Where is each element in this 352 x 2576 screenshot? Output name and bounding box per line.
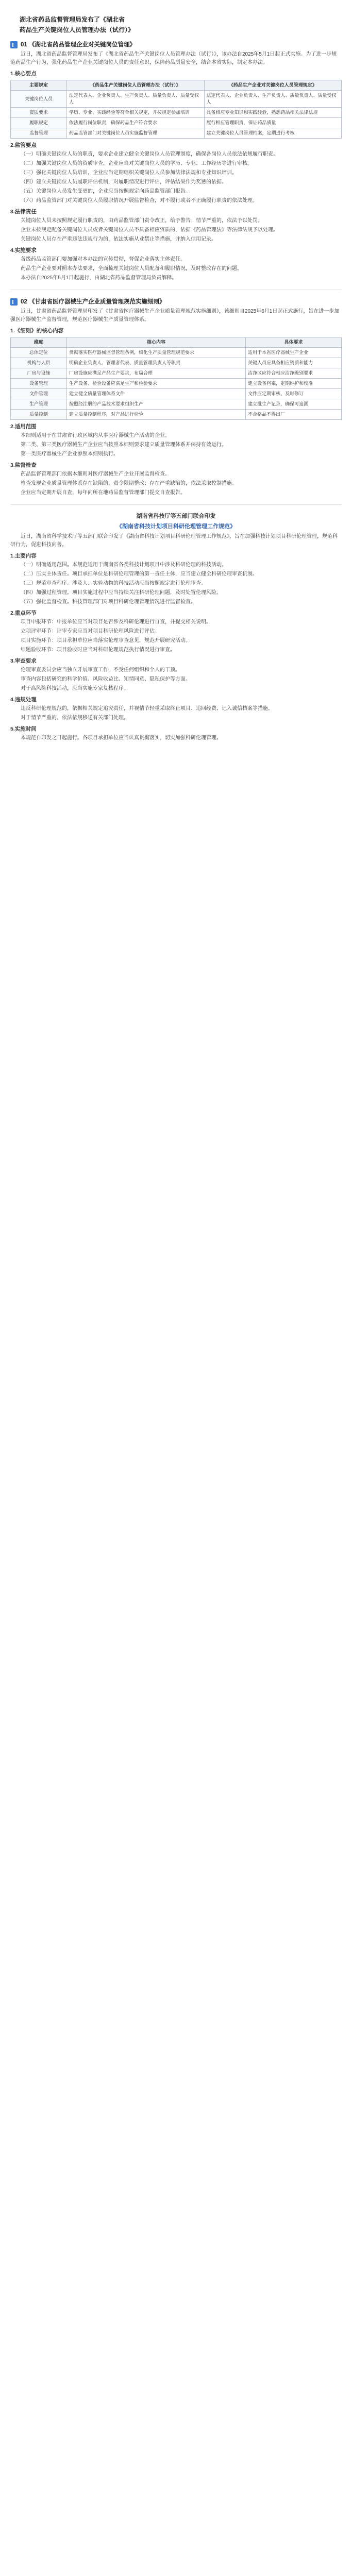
section-2-sub3: 3.监督检查 xyxy=(10,462,37,468)
paragraph: 检查发现企业质量管理体系存在缺陷的，责令限期整改；存在严重缺陷的，依法采取控制措施。 xyxy=(21,481,237,486)
section-1-paras-2 xyxy=(10,217,342,244)
paragraph: （五）强化监督检查。科技管理部门对项目科研伦理管理情况进行监督检查。 xyxy=(21,599,196,605)
table-header-cell: 具体要求 xyxy=(246,337,342,348)
table-cell: 法定代表人、企业负责人、生产负责人、质量负责人、质量受权人 xyxy=(67,91,205,108)
paragraph: 对于情节严重的，依法依规移送有关部门处理。 xyxy=(21,715,129,721)
section-2-title: 02 《甘肃省医疗器械生产企业质量管理规范实施细则》 xyxy=(21,299,165,305)
paragraph: 审查内容包括研究的科学价值、风险收益比、知情同意、隐私保护等方面。 xyxy=(21,676,191,682)
table-header-cell: 核心内容 xyxy=(67,337,246,348)
table-cell: 适用于本省医疗器械生产企业 xyxy=(246,348,342,358)
paragraph: （一）明确关键岗位人员的职责，要求企业建立健全关键岗位人员管理制度，确保各岗位人员依法依规履行职责。 xyxy=(21,151,278,157)
table-cell: 按照经注册的产品技术要求组织生产 xyxy=(67,399,246,410)
section-3-sub5: 5.实施时间 xyxy=(10,726,37,732)
table-cell: 不合格品不得出厂 xyxy=(246,410,342,420)
table-cell: 厂房设施应满足产品生产要求，布局合理 xyxy=(67,368,246,379)
section-2-sub1: 1.《细则》的核心内容 xyxy=(10,328,64,334)
section-1-sub2: 2.监管要点 xyxy=(10,142,37,148)
section-3-title-1: 湖南省科技厅等五部门联合印发 xyxy=(136,513,216,519)
table-row xyxy=(11,389,342,399)
table-row xyxy=(11,80,342,91)
section-3-sub1: 1.主要内容 xyxy=(10,553,37,559)
section-2-table xyxy=(10,337,342,420)
table-cell: 监督管理 xyxy=(11,128,67,139)
table-cell: 学历、专业、实践经验等符合相关规定，并按规定参加培训 xyxy=(67,108,205,118)
paragraph: 药品生产企业要对照本办法要求，全面梳理关键岗位人员配备和履职情况，及时整改存在的问题。 xyxy=(21,266,242,272)
table-row xyxy=(11,368,342,379)
table-cell: 建立批生产记录，确保可追溯 xyxy=(246,399,342,410)
section-3-paras-3 xyxy=(10,666,342,693)
section-3-intro: 近日，湖南省科学技术厅等五部门联合印发了《湖南省科技计划项目科研伦理管理工作规范》，旨在加强科技计划项目科研伦理管理，规范科研行为，促进科技向善。 xyxy=(10,534,338,548)
table-cell: 洁净区应符合相应洁净级别要求 xyxy=(246,368,342,379)
table-cell: 关键岗位人员 xyxy=(11,91,67,108)
section-1-sub4: 4.实施要求 xyxy=(10,247,37,253)
section-1-sub1: 1.核心要点 xyxy=(10,71,37,77)
table-row xyxy=(11,399,342,410)
paragraph: 项目实施环节：项目承担单位应当落实伦理审查意见，规范开展研究活动。 xyxy=(21,638,191,643)
table-cell: 厂房与设施 xyxy=(11,368,67,379)
paragraph: （一）明确适用范围。本规范适用于湖南省各类科技计划项目中涉及科研伦理的科技活动。 xyxy=(21,562,227,568)
paragraph: 关键岗位人员未按照规定履行职责的，由药品监管部门责令改正，给予警告；情节严重的，依法予以处罚。 xyxy=(21,218,263,224)
paragraph: 违反科研伦理规范的，依据相关规定追究责任，并视情节轻重采取终止项目、追回经费、记入诚信档案等措施。 xyxy=(21,706,273,711)
paragraph: 第二类、第三类医疗器械生产企业应当按照本细则要求建立质量管理体系并保持有效运行。 xyxy=(21,442,227,448)
table-cell: 总体定位 xyxy=(11,348,67,358)
section-2 xyxy=(10,297,342,497)
section-3 xyxy=(10,512,342,742)
table-cell: 具备相应专业知识和实践经验，熟悉药品相关法律法规 xyxy=(204,108,341,118)
paragraph: （二）加强关键岗位人员的资质审查，企业应当对关键岗位人员的学历、专业、工作经历等进行审核。 xyxy=(21,161,253,166)
section-1-sub3: 3.法律责任 xyxy=(10,209,37,215)
table-cell: 法定代表人、企业负责人、生产负责人、质量负责人、质量受权人 xyxy=(204,91,341,108)
table-cell: 设备管理 xyxy=(11,379,67,389)
paragraph: 第一类医疗器械生产企业参照本细则执行。 xyxy=(21,451,119,457)
section-2-sub2: 2.适用范围 xyxy=(10,423,37,430)
paragraph: 各级药品监管部门要加强对本办法的宣传贯彻，督促企业落实主体责任。 xyxy=(21,257,186,262)
section-3-paras-5 xyxy=(10,734,342,742)
section-2-intro: 近日，甘肃省药品监督管理局印发了《甘肃省医疗器械生产企业质量管理规范实施细则》，该细则自2025年6月1日起正式施行，旨在进一步加强医疗器械生产监督管理，规范医疗器械生产质量管理体系。 xyxy=(10,309,340,323)
table-row xyxy=(11,358,342,368)
table-cell: 明确企业负责人、管理者代表、质量管理负责人等职责 xyxy=(67,358,246,368)
table-header-cell: 《药品生产企业对关键岗位人员管理规定》 xyxy=(204,80,341,91)
table-header-cell: 主要规定 xyxy=(11,80,67,91)
section-1-heading xyxy=(10,40,342,49)
content xyxy=(0,0,352,742)
header-line-2: 药品生产关键岗位人员管理办法（试行）》 xyxy=(20,26,135,33)
divider xyxy=(10,504,342,505)
table-cell: 建立设备档案，定期维护和校准 xyxy=(246,379,342,389)
section-2-heading xyxy=(10,297,342,307)
table-cell: 依法履行岗位职责，确保药品生产符合要求 xyxy=(67,118,205,128)
table-row xyxy=(11,348,342,358)
table-header-cell: 《药品生产关键岗位人员管理办法（试行）》 xyxy=(67,80,205,91)
section-3-title-2: 《湖南省科技计划项目科研伦理管理工作规范》 xyxy=(116,523,236,530)
table-cell: 生产管理 xyxy=(11,399,67,410)
table-cell: 贯彻落实医疗器械监督管理条例，细化生产质量管理规范要求 xyxy=(67,348,246,358)
paragraph: （四）建立关键岗位人员履职评估机制，对履职情况进行评估，评估结果作为奖惩的依据。 xyxy=(21,179,227,185)
section-1 xyxy=(10,40,342,282)
section-3-paras-4 xyxy=(10,705,342,722)
table-cell: 机构与人员 xyxy=(11,358,67,368)
paragraph: （三）规范审查程序。涉及人、实验动物的科技活动应当按照规定进行伦理审查。 xyxy=(21,581,206,586)
table-cell: 履行相应管理职责，保证药品质量 xyxy=(204,118,341,128)
section-1-paras-3 xyxy=(10,256,342,282)
table-cell: 建立质量控制程序，对产品进行检验 xyxy=(67,410,246,420)
paragraph: （五）关键岗位人员发生变更的，企业应当按照规定向药品监管部门报告。 xyxy=(21,189,191,194)
table-cell: 建立关键岗位人员管理档案，定期进行考核 xyxy=(204,128,341,139)
paragraph: 本细则适用于在甘肃省行政区域内从事医疗器械生产活动的企业。 xyxy=(21,433,170,438)
table-cell: 关键人员应具备相应资质和能力 xyxy=(246,358,342,368)
paragraph: 立项评审环节：评审专家应当对项目科研伦理风险进行评估。 xyxy=(21,629,160,634)
table-row xyxy=(11,410,342,420)
doc-header xyxy=(20,14,342,35)
section-3-paras xyxy=(10,561,342,606)
section-3-sub4: 4.违规处理 xyxy=(10,697,37,703)
table-cell: 建立健全质量管理体系文件 xyxy=(67,389,246,399)
paragraph: 伦理审查委员会应当独立开展审查工作，不受任何组织和个人的干预。 xyxy=(21,667,180,673)
paragraph: 项目申报环节：申报单位应当对项目是否涉及科研伦理进行自查，并提交相关说明。 xyxy=(21,619,211,625)
paragraph: 结题验收环节：项目验收时应当对科研伦理规范执行情况进行审查。 xyxy=(21,647,175,653)
table-cell: 药品监管部门对关键岗位人员实施监督管理 xyxy=(67,128,205,139)
paragraph: 本规范自印发之日起施行。各项目承担单位应当认真贯彻落实，切实加强科研伦理管理。 xyxy=(21,735,222,741)
paragraph: 关键岗位人员存在严重违法违规行为的，依法实施从业禁止等措施，并纳入信用记录。 xyxy=(21,236,216,242)
header-line-1: 湖北省药品监督管理局发布了《湖北省 xyxy=(20,16,125,23)
section-1-table xyxy=(10,80,342,139)
table-row xyxy=(11,379,342,389)
section-3-paras-2 xyxy=(10,618,342,654)
section-1-intro: 近日，湖北省药品监督管理局发布了《湖北省药品生产关键岗位人员管理办法（试行）》，该办法自2025年5月1日起正式实施。为了进一步规范药品生产行为，强化药品生产企业关键岗位人员的责任意识，保障药品质量安全，结合本省实际，制定本办法。 xyxy=(10,52,337,65)
section-2-paras-2 xyxy=(10,470,342,497)
paragraph: 药品监督管理部门依据本细则对医疗器械生产企业开展监督检查。 xyxy=(21,471,170,477)
table-cell: 资质要求 xyxy=(11,108,67,118)
section-3-sub3: 3.审查要求 xyxy=(10,658,37,664)
paragraph: （六）药品监管部门对关键岗位人员履职情况开展监督检查，对不履行或者不正确履行职责的依法处理。 xyxy=(21,198,258,204)
table-row xyxy=(11,118,342,128)
paragraph: （四）加强过程管理。项目实施过程中应当持续关注科研伦理问题，及时处置伦理风险。 xyxy=(21,590,222,596)
paragraph: 企业未按规定配备关键岗位人员或者关键岗位人员不具备相应资质的，依据《药品管理法》等法律法规予以处理。 xyxy=(21,227,278,233)
table-row xyxy=(11,128,342,139)
table-row xyxy=(11,337,342,348)
table-row xyxy=(11,108,342,118)
paragraph: 企业应当定期开展自查，每年向所在地药品监督管理部门提交自查报告。 xyxy=(21,490,186,496)
paragraph: （二）压实主体责任。项目承担单位是科研伦理管理的第一责任主体，应当建立健全科研伦理审查机制。 xyxy=(21,571,258,577)
section-2-paras xyxy=(10,432,342,459)
section-1-paras xyxy=(10,150,342,205)
table-cell: 履职规定 xyxy=(11,118,67,128)
section-3-sub2: 2.重点环节 xyxy=(10,610,37,616)
section-1-title: 01 《湖北省药品管理企业对关键岗位管理》 xyxy=(21,42,136,48)
table-cell: 生产设备、检验设备应满足生产和检验要求 xyxy=(67,379,246,389)
table-cell: 文件管理 xyxy=(11,389,67,399)
table-header-cell: 维度 xyxy=(11,337,67,348)
paragraph: 对于高风险科技活动，应当实施专家复核程序。 xyxy=(21,686,129,691)
table-cell: 质量控制 xyxy=(11,410,67,420)
paragraph: （三）强化关键岗位人员培训，企业应当定期组织关键岗位人员参加法律法规和专业知识培训。 xyxy=(21,170,237,176)
document-icon xyxy=(10,298,18,306)
paragraph: 本办法自2025年5月1日起施行，由湖北省药品监督管理局负责解释。 xyxy=(21,275,177,281)
table-cell: 文件应定期审核、及时修订 xyxy=(246,389,342,399)
document-icon xyxy=(10,41,18,48)
table-row xyxy=(11,91,342,108)
